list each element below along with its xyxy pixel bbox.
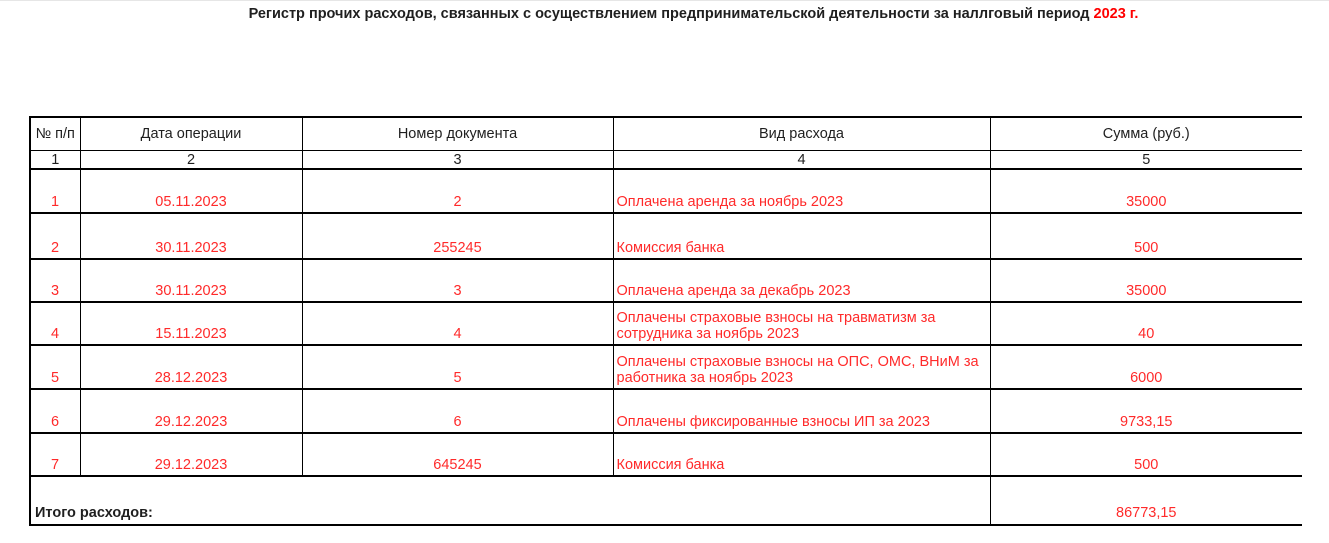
row-number: 3 [30,259,80,302]
row-document: 2 [302,169,613,213]
row-amount: 500 [990,433,1302,476]
top-divider [0,0,1329,1]
row-expense-type: Оплачены страховые взносы на ОПС, ОМС, ВНиМ за работника за ноябрь 2023 [613,345,990,389]
header-document: Номер документа [302,117,613,151]
row-document: 6 [302,389,613,433]
row-expense-type: Оплачены страховые взносы на травматизм за сотрудника за ноябрь 2023 [613,302,990,345]
column-number-4: 4 [613,151,990,170]
row-number: 5 [30,345,80,389]
header-expense-type: Вид расхода [613,117,990,151]
row-expense-type: Комиссия банка [613,433,990,476]
column-number-3: 3 [302,151,613,170]
column-number-1: 1 [30,151,80,170]
row-amount: 35000 [990,259,1302,302]
row-expense-type: Оплачены фиксированные взносы ИП за 2023 [613,389,990,433]
table-row [30,389,1302,433]
row-expense-type: Оплачена аренда за декабрь 2023 [613,259,990,302]
row-number: 2 [30,213,80,259]
header-date: Дата операции [80,117,302,151]
header-number: № п/п [30,117,80,151]
row-amount: 40 [990,302,1302,345]
table-row [30,433,1302,476]
row-date: 28.12.2023 [80,345,302,389]
row-date: 30.11.2023 [80,259,302,302]
row-date: 29.12.2023 [80,389,302,433]
row-number: 4 [30,302,80,345]
row-expense-type: Комиссия банка [613,213,990,259]
title-text: Регистр прочих расходов, связанных с осуществлением предпринимательской деятельности за наллговый период [248,6,1090,22]
row-date: 15.11.2023 [80,302,302,345]
total-row [30,476,1302,525]
row-document: 3 [302,259,613,302]
row-number: 6 [30,389,80,433]
title-year: 2023 г. [1093,6,1139,22]
row-number: 1 [30,169,80,213]
row-document: 255245 [302,213,613,259]
column-number-5: 5 [990,151,1302,170]
row-amount: 500 [990,213,1302,259]
table-row [30,259,1302,302]
row-amount: 35000 [990,169,1302,213]
page-title [0,6,1329,22]
row-date: 30.11.2023 [80,213,302,259]
table-row [30,345,1302,389]
row-amount: 6000 [990,345,1302,389]
row-document: 5 [302,345,613,389]
expense-register-table [29,116,1302,526]
column-numbers-row [30,151,1302,170]
row-document: 4 [302,302,613,345]
table-row [30,302,1302,345]
row-number: 7 [30,433,80,476]
header-amount: Сумма (руб.) [990,117,1302,151]
table-row [30,213,1302,259]
row-expense-type: Оплачена аренда за ноябрь 2023 [613,169,990,213]
table-row [30,169,1302,213]
total-label: Итого расходов: [30,476,990,525]
row-amount: 9733,15 [990,389,1302,433]
table-header-row [30,117,1302,151]
column-number-2: 2 [80,151,302,170]
row-date: 05.11.2023 [80,169,302,213]
row-document: 645245 [302,433,613,476]
row-date: 29.12.2023 [80,433,302,476]
total-amount: 86773,15 [990,476,1302,525]
